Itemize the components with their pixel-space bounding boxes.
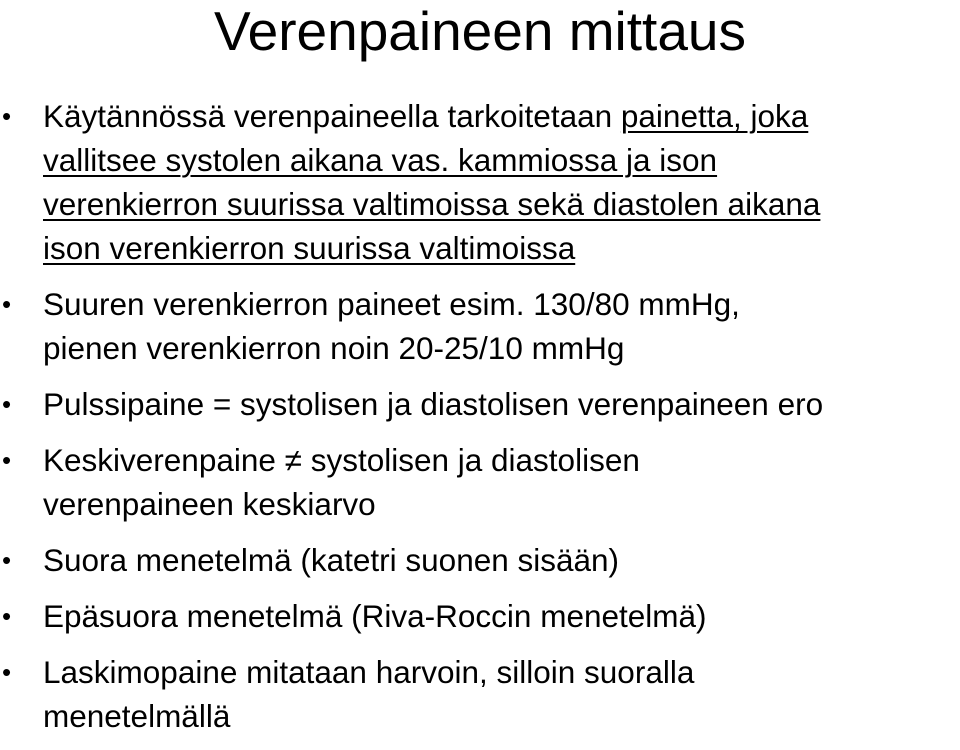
bullet-text: Käytännössä verenpaineella tarkoitetaan (43, 98, 621, 134)
bullet-item-direct-method (0, 538, 960, 582)
bullet-icon: • (2, 445, 12, 475)
bullet-icon: • (2, 657, 12, 687)
bullet-line (43, 94, 960, 138)
bullet-icon: • (2, 389, 12, 419)
bullet-item-blood-pressure-definition (0, 94, 960, 270)
bullet-item-pressure-values (0, 282, 960, 370)
hyperlink-text[interactable]: vallitsee systolen aikana vas. kammiossa ja ison (43, 142, 718, 178)
bullet-icon: • (2, 601, 12, 631)
bullet-text: Suuren verenkierron paineet esim. 130/80 mmHg, (43, 286, 740, 322)
bullet-icon: • (2, 289, 12, 319)
bullet-text: menetelmällä (43, 698, 231, 734)
bullet-text: Epäsuora menetelmä (Riva-Roccin menetelmä) (43, 598, 707, 634)
bullet-icon: • (2, 101, 12, 131)
bullet-icon: • (2, 545, 12, 575)
slide-title: Verenpaineen mittaus (213, 0, 747, 62)
bullet-text: Suora menetelmä (katetri suonen sisään) (43, 542, 620, 578)
bullet-list (0, 94, 960, 750)
bullet-text: Laskimopaine mitataan harvoin, silloin suoralla (43, 654, 695, 690)
hyperlink-text[interactable]: painetta, joka (620, 98, 809, 134)
bullet-item-pulse-pressure (0, 382, 960, 426)
hyperlink-text[interactable]: ison verenkierron suurissa valtimoissa (43, 230, 576, 266)
hyperlink-text[interactable]: verenkierron suurissa valtimoissa sekä diastolen aikana (43, 186, 821, 222)
bullet-item-indirect-method (0, 594, 960, 638)
bullet-text: pienen verenkierron noin 20-25/10 mmHg (43, 330, 625, 366)
bullet-item-venous-pressure (0, 650, 960, 738)
bullet-text: verenpaineen keskiarvo (43, 486, 376, 522)
bullet-text: Keskiverenpaine ≠ systolisen ja diastolisen (43, 442, 640, 478)
bullet-text: Pulssipaine = systolisen ja diastolisen verenpaineen ero (43, 386, 824, 422)
bullet-item-mean-pressure (0, 438, 960, 526)
